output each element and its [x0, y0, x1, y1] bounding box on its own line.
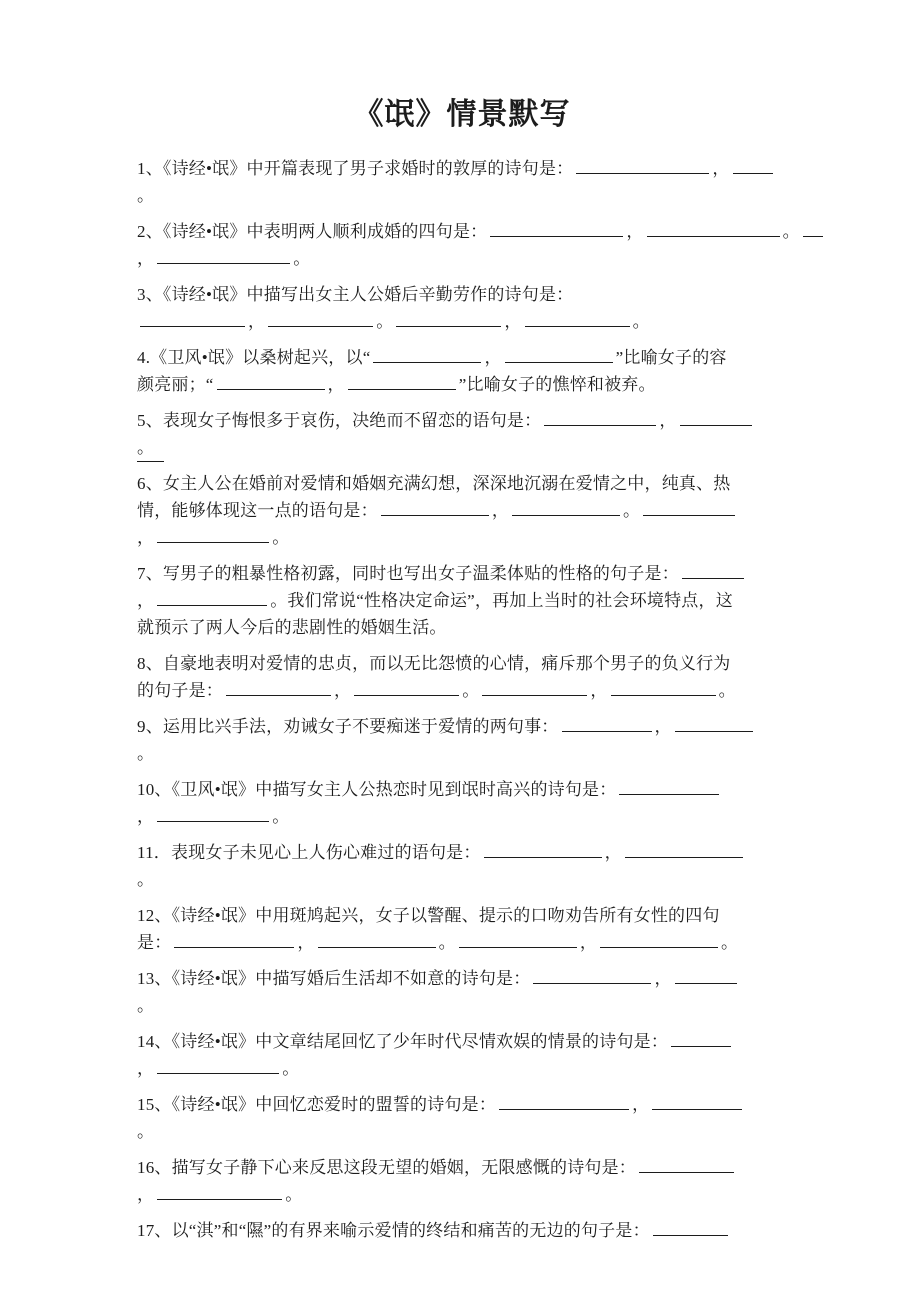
question-text: ”比喻女子的憔悴和被弃。: [458, 375, 656, 394]
question-line: [137, 839, 787, 866]
answer-blank: [381, 500, 489, 516]
question-text: 。: [438, 933, 456, 952]
question-16: [137, 1154, 787, 1208]
answer-blank: [268, 311, 373, 327]
question-text: 。: [137, 996, 155, 1015]
question-text: ，: [579, 933, 598, 952]
question-text: ，: [632, 1095, 650, 1114]
question-line: [137, 218, 800, 245]
question-text: 12、《诗经•氓》中用斑鸠起兴，女子以警醒、提示的口吻劝告所有女性的四句: [137, 906, 720, 925]
answer-blank: [533, 968, 651, 984]
question-line: [137, 677, 787, 704]
question-text: ，: [297, 933, 315, 952]
question-line: [137, 560, 787, 587]
answer-blank: [653, 1220, 728, 1236]
answer-blank: [505, 347, 613, 363]
question-text: 2、《诗经•氓》中表明两人顺利成婚的四句是：: [137, 222, 488, 241]
question-text: 。: [137, 1122, 155, 1141]
question-text: 。: [137, 744, 155, 763]
question-text: 6、女主人公在婚前对爱情和婚姻充满幻想，深深地沉溺在爱情之中，纯真、热: [137, 474, 731, 493]
question-line: [137, 587, 787, 614]
question-line: [137, 902, 787, 929]
answer-blank: [348, 374, 456, 390]
question-line: [137, 776, 787, 803]
question-text: 。: [718, 681, 736, 700]
question-text: 9、运用比兴手法，劝诫女子不要痴迷于爱情的两句事：: [137, 717, 559, 736]
question-text: 7、写男子的粗暴性格初露，同时也写出女子温柔体贴的性格的句子是：: [137, 564, 679, 583]
question-line: [137, 308, 787, 335]
question-text: 11．表现女子未见心上人伤心难过的语句是：: [137, 843, 481, 862]
question-text: ，: [334, 681, 352, 700]
question-line: [137, 713, 787, 740]
question-13: [137, 965, 787, 1019]
question-text: 5、表现女子悔恨多于哀伤，决绝而不留恋的语句是：: [137, 411, 542, 430]
question-text: 15、《诗经•氓》中回忆恋爱时的盟誓的诗句是：: [137, 1095, 497, 1114]
question-text: 颜亮丽；“: [137, 375, 214, 394]
answer-blank: [611, 680, 716, 696]
question-text: 。: [782, 222, 800, 241]
question-text: 就预示了两人今后的悲剧性的婚姻生活。: [137, 618, 447, 637]
question-8: [137, 650, 787, 704]
answer-blank: [652, 1094, 742, 1110]
question-text: 。: [137, 870, 155, 889]
answer-blank: [459, 932, 577, 948]
question-1: [137, 155, 787, 209]
question-14: [137, 1028, 787, 1082]
answer-blank: [512, 500, 620, 516]
question-line: [137, 866, 787, 893]
question-11: [137, 839, 787, 893]
answer-blank: [157, 590, 267, 606]
question-text: ，: [484, 348, 502, 367]
question-line: [137, 182, 787, 209]
question-text: ，: [659, 411, 677, 430]
answer-blank: [576, 158, 709, 174]
answer-blank: [140, 311, 245, 327]
question-line: [137, 992, 787, 1019]
answer-blank: [157, 806, 269, 822]
question-9: [137, 713, 787, 767]
question-2: [137, 218, 800, 272]
answer-blank: [157, 1184, 282, 1200]
question-5: [137, 407, 787, 461]
question-line: [137, 281, 787, 308]
question-line: [137, 650, 787, 677]
answer-blank: [373, 347, 481, 363]
question-text: 3、《诗经•氓》中描写出女主人公婚后辛勤劳作的诗句是：: [137, 285, 574, 304]
answer-blank: [354, 680, 459, 696]
answer-blank: [562, 716, 652, 732]
question-text: 。: [285, 1185, 303, 1204]
question-text: ，: [327, 375, 345, 394]
question-text: ，: [137, 807, 155, 826]
question-text: 是：: [137, 933, 172, 952]
question-text: ，: [504, 312, 522, 331]
answer-blank: [625, 842, 743, 858]
answer-blank: [217, 374, 325, 390]
question-line: [137, 803, 787, 830]
question-text: 。我们常说“性格决定命运”，再加上当时的社会环境特点，这: [270, 591, 733, 610]
question-line: [137, 407, 787, 434]
answer-blank: [490, 221, 623, 237]
question-text: 17、以“淇”和“隰”的有界来喻示爱情的终结和痛苦的无边的句子是：: [137, 1221, 650, 1240]
question-text: 16、描写女子静下心来反思这段无望的婚姻，无限感慨的诗句是：: [137, 1158, 636, 1177]
question-line: [137, 1028, 787, 1055]
question-text: 的句子是：: [137, 681, 223, 700]
answer-blank: [396, 311, 501, 327]
question-7: [137, 560, 787, 641]
answer-blank: [803, 221, 823, 237]
question-line: [137, 929, 787, 956]
answer-blank: [484, 842, 602, 858]
question-text: ，: [137, 591, 155, 610]
question-line: [137, 524, 787, 551]
question-line: [137, 965, 787, 992]
question-text: 10、《卫风•氓》中描写女主人公热恋时见到氓时高兴的诗句是：: [137, 780, 617, 799]
question-line: [137, 1055, 787, 1082]
question-line: [137, 155, 787, 182]
question-text: ，: [137, 1185, 155, 1204]
answer-blank: [157, 248, 290, 264]
question-10: [137, 776, 787, 830]
question-text: ，: [604, 843, 622, 862]
question-line: [137, 1118, 787, 1145]
question-text: 。: [632, 312, 650, 331]
question-text: ，: [590, 681, 608, 700]
question-text: 情，能够体现这一点的语句是：: [137, 501, 378, 520]
question-17: [137, 1217, 787, 1244]
answer-blank: [226, 680, 331, 696]
answer-blank: [643, 500, 735, 516]
question-line: [137, 344, 787, 371]
question-3: [137, 281, 787, 335]
question-text: ，: [248, 312, 266, 331]
question-text: 。: [293, 249, 311, 268]
answer-blank: [647, 221, 780, 237]
answer-blank: [499, 1094, 629, 1110]
page-title: 《氓》情景默写: [353, 98, 571, 131]
question-text: 。: [721, 933, 739, 952]
answer-blank: [157, 527, 269, 543]
answer-blank: [671, 1031, 731, 1047]
question-line: [137, 245, 787, 272]
answer-blank: [675, 968, 737, 984]
answer-blank: [525, 311, 630, 327]
question-line: [137, 1154, 787, 1181]
answer-blank: [174, 932, 294, 948]
question-line: [137, 740, 787, 767]
question-text: ，: [491, 501, 510, 520]
question-text: ，: [654, 969, 672, 988]
answer-blank: [600, 932, 718, 948]
answer-blank-with-text: 。: [137, 434, 164, 462]
answer-blank: [733, 158, 773, 174]
question-text: ，: [654, 717, 672, 736]
answer-blank: [318, 932, 436, 948]
question-text: 。: [623, 501, 641, 520]
question-text: 。: [272, 528, 290, 547]
question-line: [137, 1181, 787, 1208]
question-text: ”比喻女子的容: [615, 348, 727, 367]
answer-blank: [157, 1058, 279, 1074]
question-text: ，: [137, 528, 155, 547]
question-text: ，: [137, 1059, 155, 1078]
question-line: [137, 497, 787, 524]
answer-blank: [544, 410, 656, 426]
question-text: ，: [712, 159, 730, 178]
answer-blank: [680, 410, 752, 426]
question-6: [137, 470, 787, 551]
question-line: [137, 1217, 787, 1244]
answer-blank: [619, 779, 719, 795]
question-text: 13、《诗经•氓》中描写婚后生活却不如意的诗句是：: [137, 969, 531, 988]
answer-blank: [675, 716, 753, 732]
question-text: 。: [376, 312, 394, 331]
answer-blank: [639, 1157, 734, 1173]
question-15: [137, 1091, 787, 1145]
questions-list: [137, 155, 800, 1244]
question-text: ，: [626, 222, 644, 241]
question-text: 。: [272, 807, 290, 826]
question-4: [137, 344, 787, 398]
question-text: 。: [462, 681, 480, 700]
question-line: [137, 371, 787, 398]
answer-blank: [482, 680, 587, 696]
question-text: 8、自豪地表明对爱情的忠贞，而以无比怨愤的心情，痛斥那个男子的负义行为: [137, 654, 731, 673]
question-line: [137, 614, 787, 641]
question-text: 。: [282, 1059, 300, 1078]
question-text: 14、《诗经•氓》中文章结尾回忆了少年时代尽情欢娱的情景的诗句是：: [137, 1032, 669, 1051]
question-line: [137, 470, 787, 497]
question-text: 4.《卫风•氓》以桑树起兴，以“: [137, 348, 371, 367]
question-text: 1、《诗经•氓》中开篇表现了男子求婚时的敦厚的诗句是：: [137, 159, 574, 178]
question-text: ，: [137, 249, 155, 268]
question-12: [137, 902, 787, 956]
question-text: 。: [137, 186, 155, 205]
question-line: [137, 1091, 787, 1118]
answer-blank: [682, 563, 744, 579]
question-line: [137, 434, 787, 461]
